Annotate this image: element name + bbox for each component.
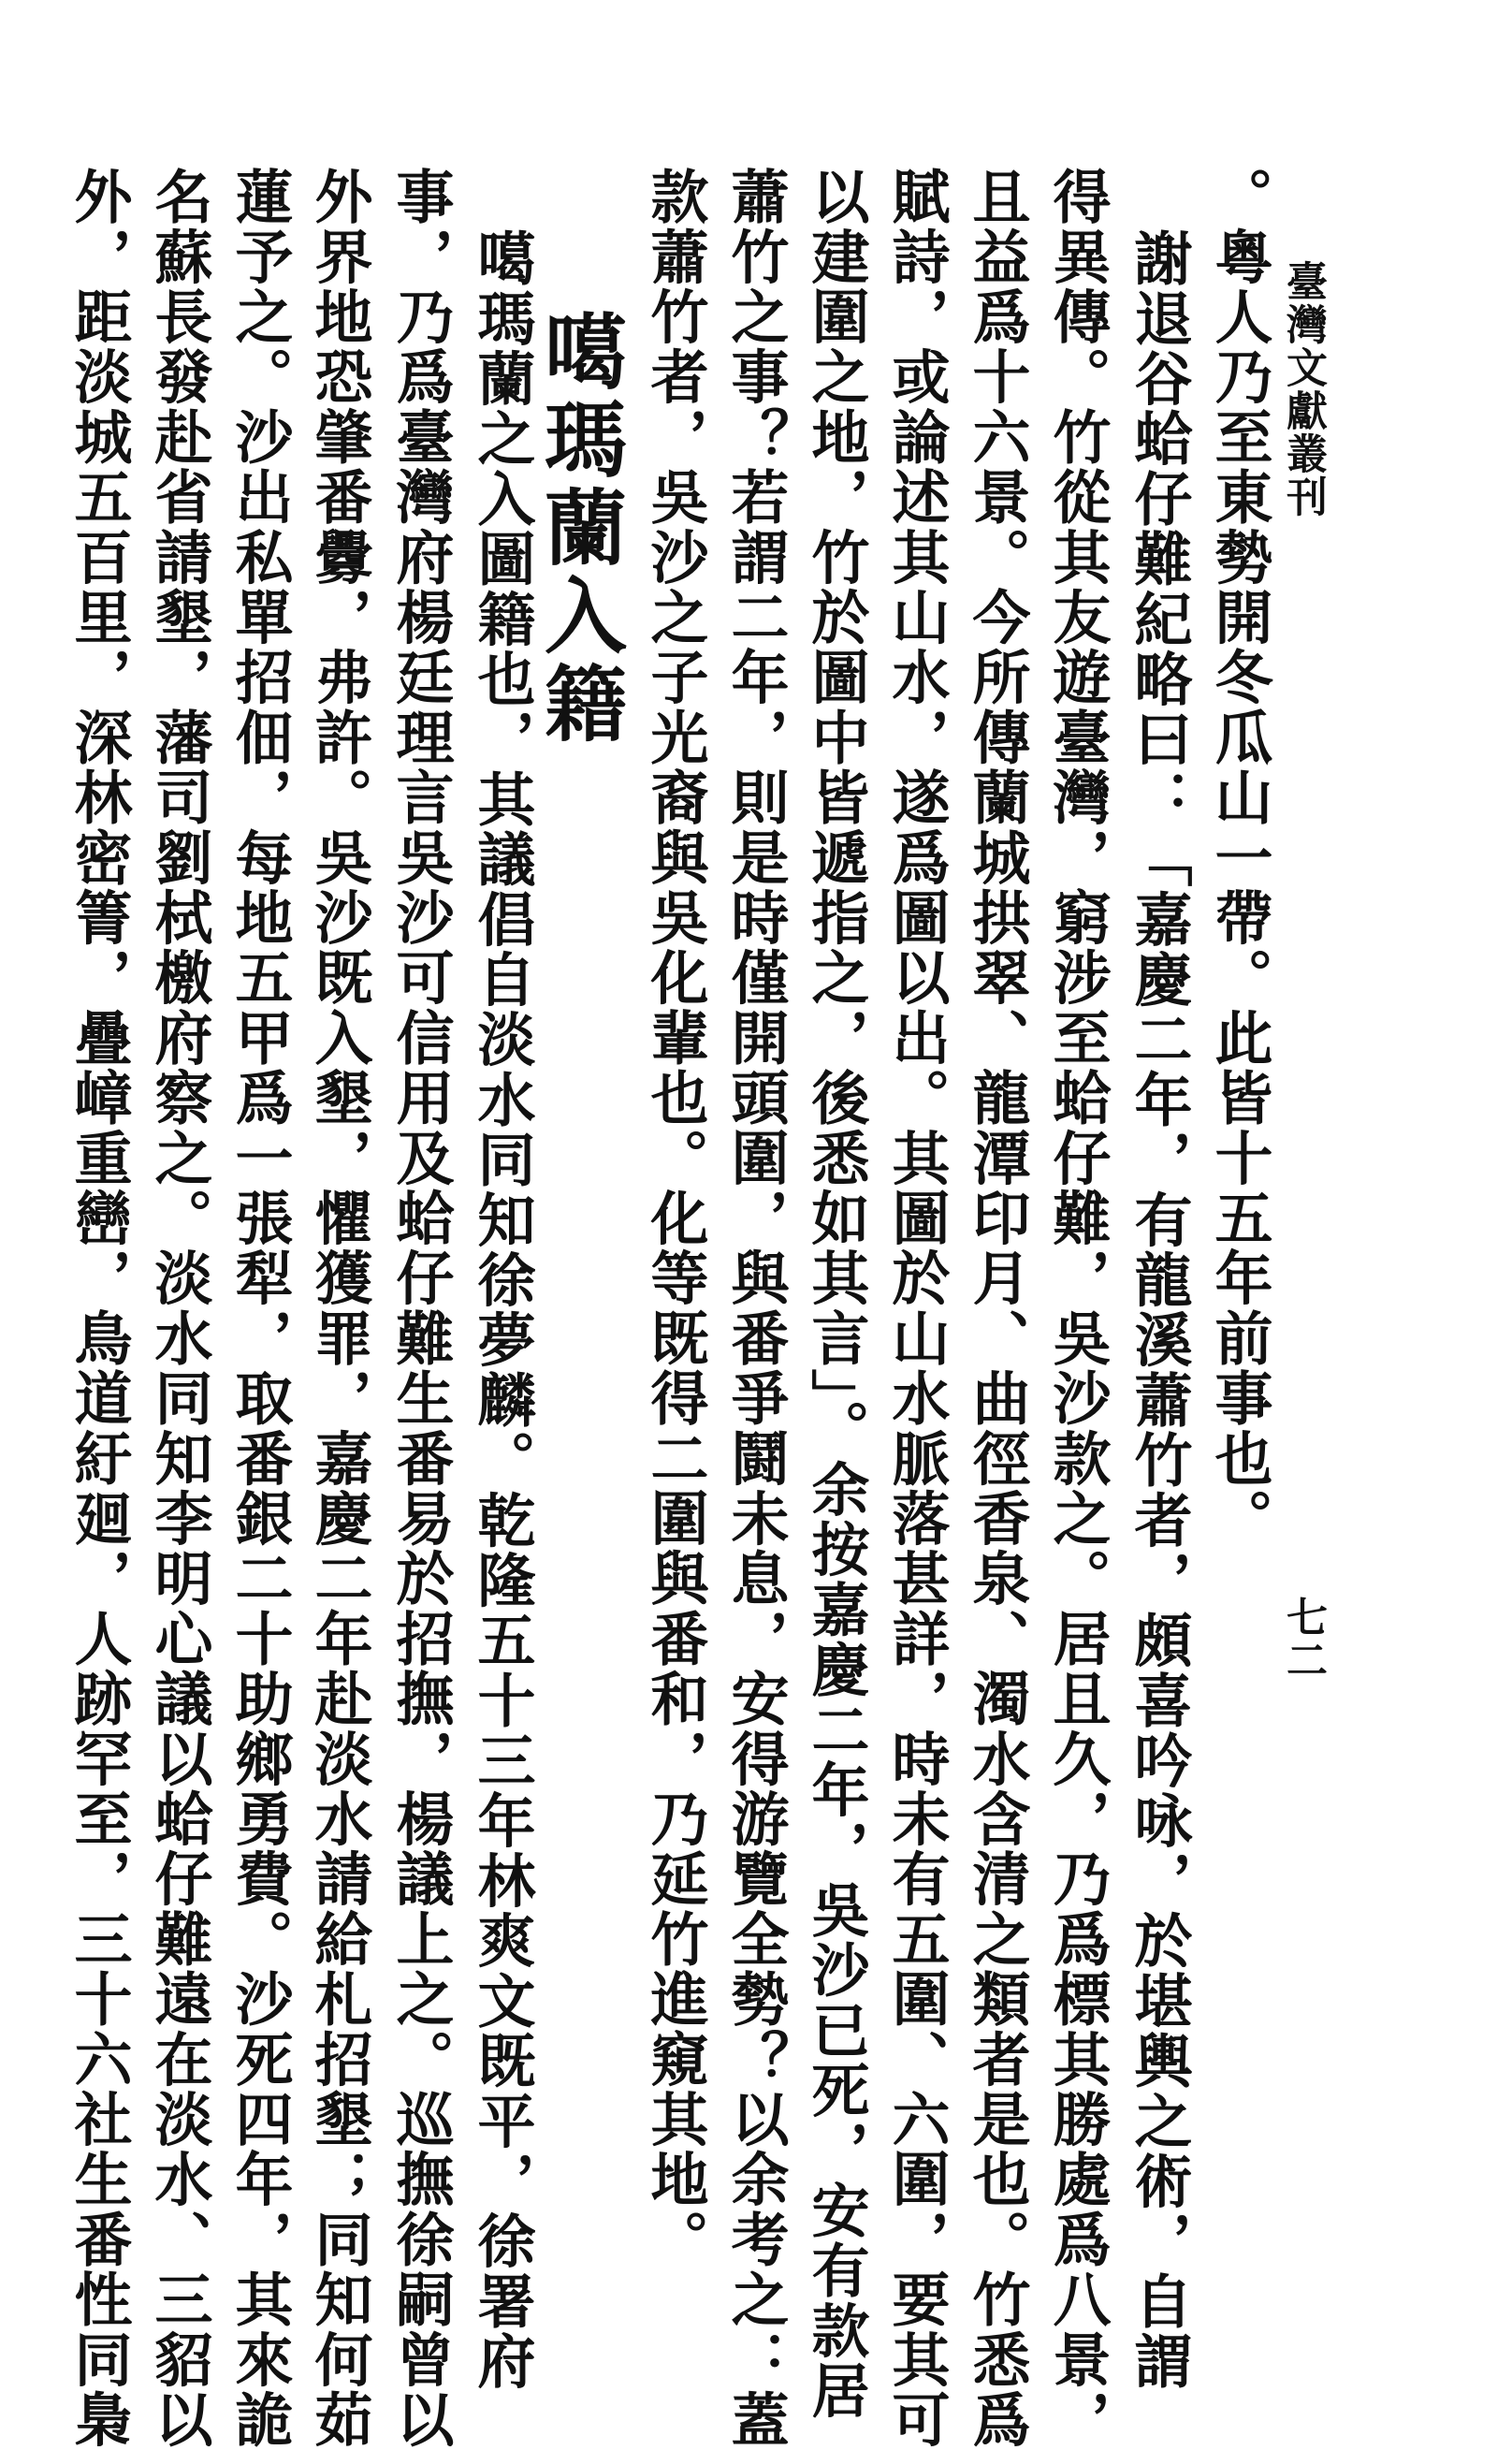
- text-column: 且益爲十六景。今所傳蘭城拱翠、龍潭印月、曲徑香泉、濁水含清之類者是也。竹悉爲: [963, 167, 1031, 2450]
- section-text-column: 名蘇長發赴省請墾，藩司劉栻檄府察之。淡水同知李明心議以蛤仔難遠在淡水、三貂以: [145, 167, 213, 2450]
- text-column: 賦詩，或論述其山水，遂爲圖以出。其圖於山水脈落甚詳，時未有五圍、六圍，要其可: [882, 167, 951, 2450]
- text-column: 。粵人乃至東勢開冬瓜山一帶。此皆十五年前事也。: [1205, 167, 1273, 1549]
- text-column: 以建圍之地，竹於圖中皆遞指之，後悉如其言」。余按嘉慶二年，吳沙已死，安有款居: [802, 167, 870, 2421]
- text-column: 得異傳。竹從其友遊臺灣，窮涉至蛤仔難，吳沙款之。居且久，乃爲標其勝處爲八景，: [1043, 167, 1112, 2450]
- section-text-column: 外界地恐肇番釁，弗許。吳沙既入墾，懼獲罪，嘉慶二年赴淡水請給札招墾；同知何茹: [305, 167, 373, 2450]
- section-text-column: 蓮予之。沙出私單招佃，每地五甲爲一張犁，取番銀二十助鄉勇費。沙死四年，其來詭: [225, 167, 294, 2450]
- section-text-column: 事，乃爲臺灣府楊廷理言吳沙可信用及蛤仔難生番易於招撫，楊議上之。巡撫徐嗣曾以: [386, 167, 455, 2450]
- text-column: 蕭竹之事？若謂二年，則是時僅開頭圍，與番爭鬪未息，安得游覽全勢？以余考之：蓋: [721, 167, 790, 2450]
- series-title: 臺灣文獻叢刊: [1279, 260, 1327, 518]
- section-text-column: 噶瑪蘭之入圖籍也，其議倡自淡水同知徐夢麟。乾隆五十三年林爽文既平，徐署府: [468, 228, 536, 2392]
- page-number: 七二: [1279, 1596, 1327, 1682]
- section-text-column: 外，距淡城五百里，深林密箐，疊嶂重巒，鳥道紆廻，人跡罕至，三十六社生番性同梟: [65, 167, 133, 2450]
- text-column: 款蕭竹者，吳沙之子光裔與吳化輩也。化等既得二圍與番和，乃延竹進窺其地。: [641, 167, 709, 2269]
- text-column: 謝退谷蛤仔難紀略曰：「嘉慶二年，有龍溪蕭竹者，頗喜吟咏，於堪輿之術，自謂: [1125, 228, 1193, 2392]
- section-heading: 噶瑪蘭入籍: [531, 309, 629, 749]
